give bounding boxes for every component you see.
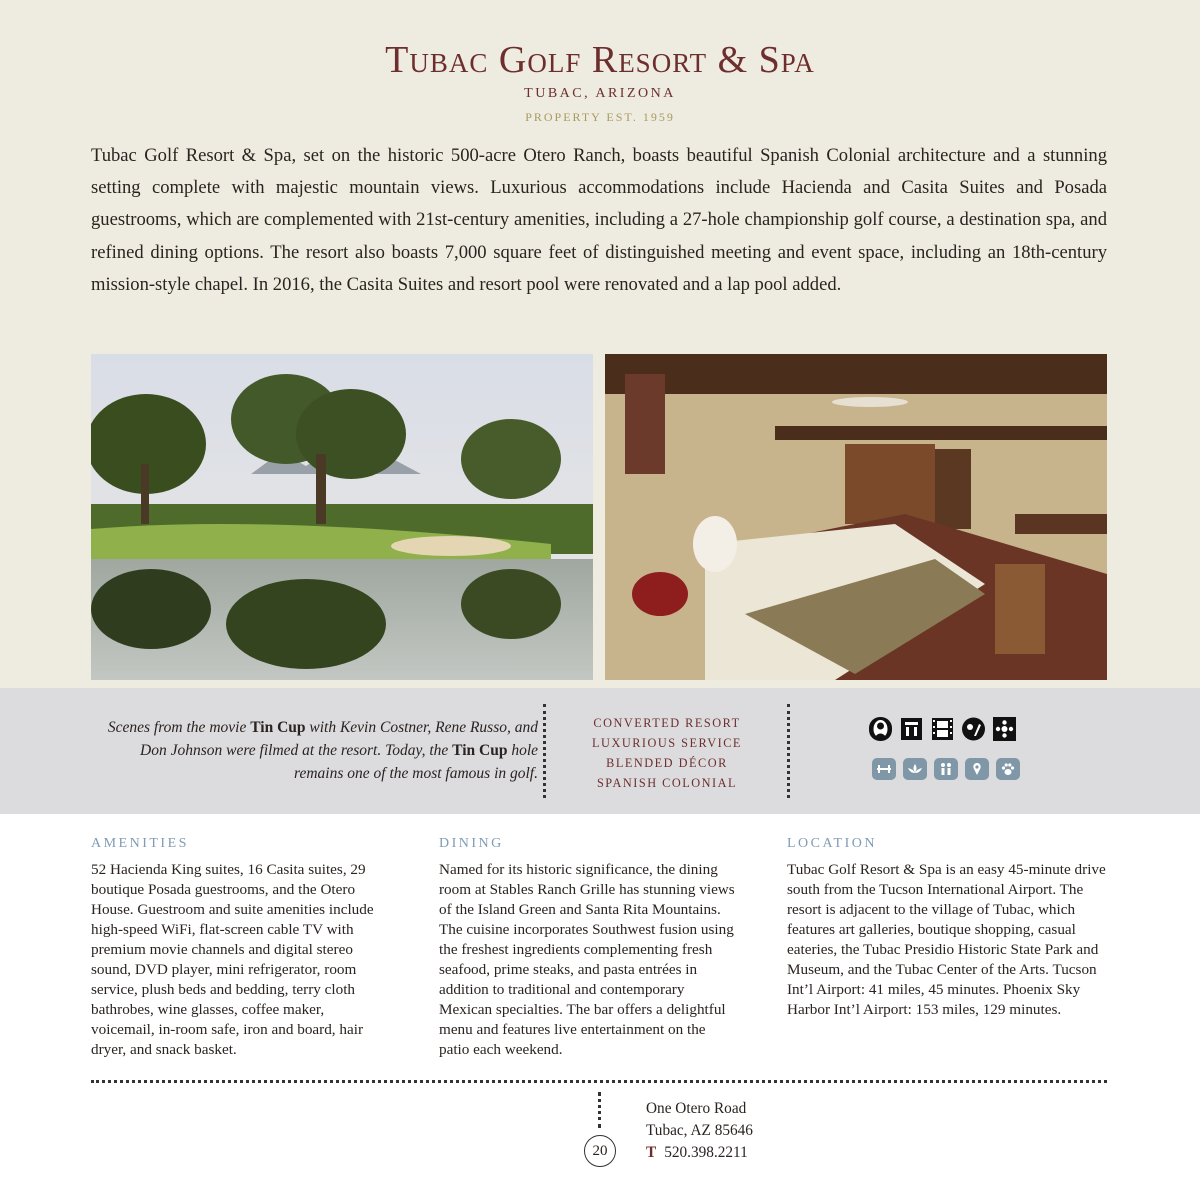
movie-title: Tin Cup (250, 719, 306, 736)
page-number: 20 (584, 1135, 616, 1167)
tag-luxurious-service: LUXURIOUS SERVICE (592, 736, 742, 750)
feature-icons-row-2 (872, 758, 1020, 780)
intro-paragraph: Tubac Golf Resort & Spa, set on the historic 500-acre Otero Ranch, boasts beautiful Spanish Colonial architecture and a stunning setting complete with majestic mountain views. Luxurious accommodations include Hacienda and Casita Suites and Posada guestrooms, which are complemented with 21st-century amenities, including a 27-hole championship golf course, a destination spa, and refined dining options. The resort also boasts 7,000 square feet of distinguished meeting and event space, including an 18th-century mission-style chapel. In 2016, the Casita Suites and resort pool were renovated and a lap pool added. (91, 145, 1107, 295)
fitness-icon (872, 758, 896, 780)
tag-converted-resort: CONVERTED RESORT (593, 716, 741, 730)
address-line-1: One Otero Road (646, 1100, 747, 1117)
established-line: PROPERTY EST. 1959 (525, 110, 675, 124)
movie-title: Tin Cup (452, 742, 508, 759)
location-subtitle: TUBAC, ARIZONA (524, 86, 676, 101)
quote-text: hole remains one of the most famous in golf. (294, 742, 538, 782)
golf-course-photo (91, 354, 593, 680)
tag-spanish-colonial: SPANISH COLONIAL (596, 776, 738, 790)
dining-heading: DINING (439, 836, 504, 851)
phone-number[interactable]: 520.398.2211 (664, 1144, 748, 1161)
location-heading: LOCATION (787, 836, 877, 851)
feature-tags (560, 713, 774, 793)
page-title: Tubac Golf Resort & Spa (385, 39, 815, 81)
phone-line (646, 1142, 753, 1164)
pet-paw-icon (996, 758, 1020, 780)
family-icon (934, 758, 958, 780)
golf-icon (961, 716, 986, 742)
amenities-section (91, 836, 391, 1060)
amenities-heading: AMENITIES (91, 836, 189, 851)
tag-blended-decor: BLENDED DÉCOR (606, 756, 728, 770)
feature-icons-row-1 (868, 716, 1017, 742)
quote-text: Scenes from the movie (107, 719, 251, 736)
portrait-icon (868, 716, 893, 742)
location-section (787, 836, 1109, 1020)
address-block (646, 1098, 753, 1164)
dining-section (439, 836, 739, 1060)
address-line-2: Tubac, AZ 85646 (646, 1122, 753, 1139)
film-icon (930, 716, 955, 742)
divider (787, 704, 790, 798)
movie-quote (92, 716, 538, 785)
phone-label: T (646, 1144, 657, 1161)
spa-lotus-icon (903, 758, 927, 780)
footer-divider (91, 1080, 1107, 1083)
location-text: Tubac Golf Resort & Spa is an easy 45-minute drive south from the Tucson International Airport. The resort is adjacent to the village of Tubac, which features art galleries, boutique shopping, casual eateries, the Tubac Presidio Historic State Park and Museum, and the Tubac Center of the Arts. Tucson Int’l Airport: 41 miles, 45 minutes. Phoenix Sky Harbor Int’l Airport: 153 miles, 129 minutes. (787, 861, 1106, 1018)
building-icon (899, 716, 924, 742)
footer-divider-vertical (598, 1092, 601, 1128)
location-pin-icon (965, 758, 989, 780)
suite-bedroom-photo (605, 354, 1107, 680)
quote-text: with Kevin Costner, Rene Russo, and Don Johnson were filmed at the resort. Today, the (140, 719, 538, 759)
dining-text: Named for its historic significance, the dining room at Stables Ranch Grille has stunning views of the Island Green and Santa Rita Mountains. The cuisine incorporates Southwest fusion using the freshest ingredients complementing fresh seafood, prime steaks, and pasta entrées in addition to traditional and contemporary Mexican specialties. The bar offers a delightful menu and features live entertainment on the patio each weekend. (439, 861, 735, 1058)
flower-badge-icon (992, 716, 1017, 742)
divider (543, 704, 546, 798)
amenities-text: 52 Hacienda King suites, 16 Casita suites, 29 boutique Posada guestrooms, and the Otero House. Guestroom and suite amenities include high-speed WiFi, flat-screen cable TV with premium movie channels and digital stereo sound, DVD player, mini refrigerator, room service, plush beds and bedding, terry cloth bathrobes, wine glasses, coffee maker, voicemail, in-room safe, iron and board, hair dryer, and snack basket. (91, 861, 374, 1058)
